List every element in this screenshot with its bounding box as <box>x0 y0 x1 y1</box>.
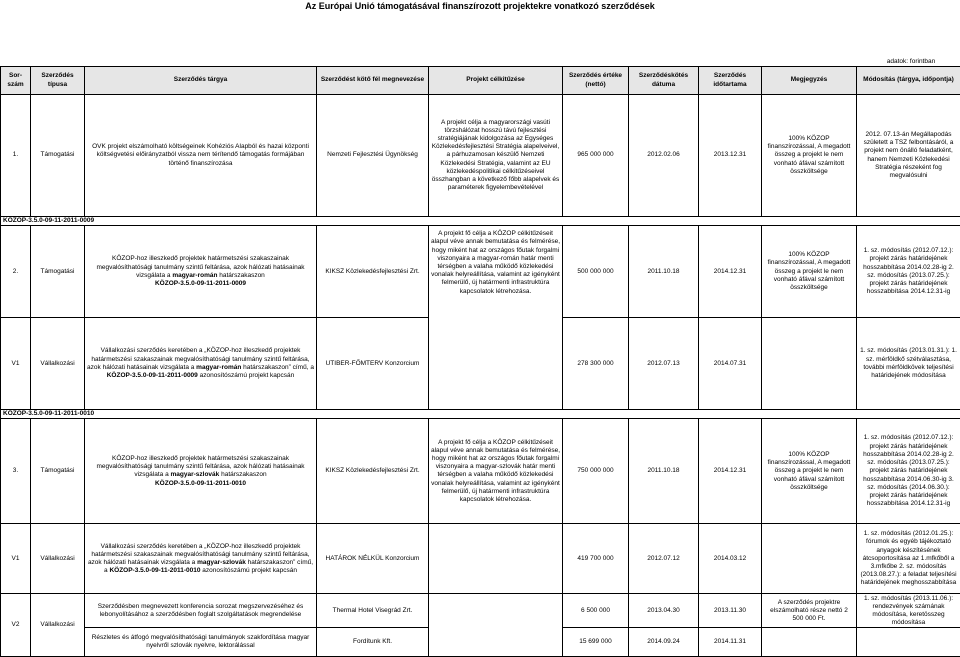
modification: 1. sz. módosítás (2013.01.31.): 1. sz. mérföldkő szétválasztása, további mérföldkövek teljesítési határidejének módosítása <box>857 318 960 410</box>
header-tipus: Szerződés típusa <box>31 67 85 95</box>
contract-date: 2012.07.12 <box>629 524 699 594</box>
subject-text-end: határszakaszon <box>219 471 266 478</box>
subject-project-code: KÖZOP-3.5.0-09-11-2011-0010 <box>109 567 200 574</box>
row-number: V2 <box>1 594 31 657</box>
contract-date: 2012.02.06 <box>629 95 699 217</box>
contracts-table <box>0 66 960 657</box>
table-row <box>1 594 960 628</box>
subject-text: KÖZOP-hoz illeszkedő projektek határmetszési szakaszainak megvalósíthatósági tanulmány szintű feltárása, azok hálózati hatásainak vizsgálata a <box>96 455 304 478</box>
contract-type: Vállalkozási <box>31 318 85 410</box>
header-fel: Szerződést kötő fél megnevezése <box>317 67 429 95</box>
contract-subject: Részletes és átfogó megvalósíthatósági tanulmányok szakfordítása magyar nyelvről szlovák nyelvre, lektorálással <box>85 628 317 657</box>
remark: 100% KÖZOP finanszírozással, A megadott összeg a projekt le nem vonható áfával számított összköltsége <box>762 95 857 217</box>
subject-project-code: KÖZOP-3.5.0-09-11-2011-0009 <box>155 280 246 287</box>
contract-subject <box>85 226 317 318</box>
subject-project-code: KÖZOP-3.5.0-09-11-2011-0009 <box>107 372 198 379</box>
contract-subject <box>85 419 317 524</box>
header-megjegyzes: Megjegyzés <box>762 67 857 95</box>
contract-subject <box>85 524 317 594</box>
contract-date: 2014.09.24 <box>629 628 699 657</box>
section-separator <box>1 410 960 419</box>
remark <box>762 524 857 594</box>
contract-duration: 2013.12.31 <box>699 95 762 217</box>
table-row <box>1 95 960 217</box>
page-title: Az Európai Unió támogatásával finanszírozott projektekre vonatkozó szerződések <box>0 0 960 12</box>
row-number: V1 <box>1 318 31 410</box>
project-objective <box>429 524 563 594</box>
contract-date: 2013.04.30 <box>629 594 699 628</box>
contract-duration: 2013.11.30 <box>699 594 762 628</box>
header-datum: Szerződéskötés dátuma <box>629 67 699 95</box>
contract-value: 965 000 000 <box>563 95 629 217</box>
contract-duration: 2014.12.31 <box>699 419 762 524</box>
table-row <box>1 226 960 318</box>
contract-value: 6 500 000 <box>563 594 629 628</box>
contracting-party: HATÁROK NÉLKÜL Konzorcium <box>317 524 429 594</box>
contracting-party: Fordítunk Kft. <box>317 628 429 657</box>
project-code-label: KÖZOP-3.5.0-09-11-2011-0010 <box>1 410 960 419</box>
project-objective: A projekt fő célja a KÖZOP célkitűzéseit alapul véve annak bemutatása és felmérése, hogy miként hat az országos főutak forgalmi viszonyaira a magyar-szlovák határ menti térségben a valaha működő közlekedési vonalak helyreállítása, valamint az igényként felmerülő, új határmenti infrastruktúra kapcsolatok létrehozása. <box>429 419 563 524</box>
subject-text: Vállalkozási szerződés keretében a „KÖZOP-hoz illeszkedő projektek határmetszési szakaszainak megvalósíthatósági tanulmány szintű feltárása, azok hálózati hatásainak vizsgálata a <box>87 347 310 370</box>
header-targy: Szerződés tárgya <box>85 67 317 95</box>
unit-note: adatok: forintban <box>862 58 960 66</box>
section-separator <box>1 217 960 226</box>
remark <box>762 318 857 410</box>
table-row <box>1 524 960 594</box>
project-objective <box>429 594 563 657</box>
contract-value: 278 300 000 <box>563 318 629 410</box>
header-ertek: Szerződés értéke (nettó) <box>563 67 629 95</box>
subject-text: Vállalkozási szerződés keretében a „KÖZOP-hoz illeszkedő projektek határmetszési szakaszainak megvalósíthatósági tanulmány szintű feltárása, azok hálózati hatásainak vizsgálata a <box>88 543 310 566</box>
contracting-party: Nemzeti Fejlesztési Ügynökség <box>317 95 429 217</box>
header-idotartam: Szerződés időtartama <box>699 67 762 95</box>
contract-date: 2011.10.18 <box>629 419 699 524</box>
remark: 100% KÖZOP finanszírozással, A megadott összeg a projekt le nem vonható áfával számított összköltsége <box>762 226 857 318</box>
contract-date: 2012.07.13 <box>629 318 699 410</box>
modification: 1. sz. módosítás (2012.07.12.): projekt zárás határidejének hosszabbítása 2014.02.28-ig 2. sz. módosítás (2013.07.25.): projekt zárás határidejének hosszabbítása 2014.06.30-ig 3. sz. módosítás (2014.06.30.): projekt zárás határidejének hosszabbítása 2014.12.31-ig <box>857 419 960 524</box>
modification: 1. sz. módosítás (2012.07.12.): projekt zárás határidejének hosszabbítása 2014.02.28-ig 2. sz. módosítás (2013.07.25.): projekt zárás határidejének hosszabbítása 2014.12.31-ig <box>857 226 960 318</box>
contract-value: 419 700 000 <box>563 524 629 594</box>
remark: 100% KÖZOP finanszírozással, A megadott összeg a projekt le nem vonható áfával számított összköltsége <box>762 419 857 524</box>
modification: 1. sz. módosítás (2012.01.25.): fórumok és egyéb tájékoztató anyagok készítésének átcsoportosítása az 1.mfkőből a 3.mfkőbe 2. sz. módosítás (2013.08.27.): a feladat teljesítési határidejének meghosszabbítása <box>857 524 960 594</box>
contract-value: 750 000 000 <box>563 419 629 524</box>
contracting-party: KIKSZ Közlekedésfejlesztési Zrt. <box>317 419 429 524</box>
header-sorszam: Sor-szám <box>1 67 31 95</box>
contract-value: 500 000 000 <box>563 226 629 318</box>
remark: A szerződés projektre elszámolható része nettó 2 500 000 Ft. <box>762 594 857 628</box>
header-cel: Projekt célkitűzése <box>429 67 563 95</box>
subject-border: magyar-román <box>172 272 217 279</box>
contracting-party: KIKSZ Közlekedésfejlesztési Zrt. <box>317 226 429 318</box>
subject-text-mid: határszakaszon” című, a <box>104 559 313 574</box>
row-number: 1. <box>1 95 31 217</box>
contract-subject <box>85 318 317 410</box>
contract-duration: 2014.07.31 <box>699 318 762 410</box>
contract-type: Támogatási <box>31 95 85 217</box>
project-objective: A projekt célja a magyarországi vasúti törzshálózat hosszú távú fejlesztési stratégiájának kidolgozása az Egységes Közlekedésfejlesztési Stratégia alapelveivel, a párhuzamosan készülő Nemzeti Közlekedési Stratégia, valamint az EU közlekedéspolitikai célkitűzéseivel összhangban a következő főbb alapelvek és paraméterek figyelembevételével <box>429 95 563 217</box>
row-number: V1 <box>1 524 31 594</box>
contract-type: Támogatási <box>31 419 85 524</box>
contract-duration: 2014.11.31 <box>699 628 762 657</box>
modification: 1. sz. módosítás (2013.11.06.): rendezvények számának módosítása, keretösszeg módosítása <box>857 594 960 628</box>
contract-duration: 2014.03.12 <box>699 524 762 594</box>
contract-value: 15 699 000 <box>563 628 629 657</box>
contract-type: Vállalkozási <box>31 594 85 657</box>
subject-border: magyar-szlovák <box>197 559 246 566</box>
subject-border: magyar-szlovák <box>171 471 220 478</box>
subject-text-end: határszakaszon <box>217 272 264 279</box>
subject-text: KÖZOP-hoz illeszkedő projektek határmetszési szakaszainak megvalósíthatósági tanulmány szintű feltárása, azok hálózati hatásainak vizsgálata a <box>96 255 304 278</box>
subject-text-mid: határszakaszon” című, a <box>241 364 314 371</box>
contract-type: Vállalkozási <box>31 524 85 594</box>
contracting-party: Thermal Hotel Visegrád Zrt. <box>317 594 429 628</box>
contracting-party: UTIBER-FŐMTERV Konzorcium <box>317 318 429 410</box>
modification <box>857 628 960 657</box>
row-number: 3. <box>1 419 31 524</box>
header-modositas: Módosítás (tárgya, időpontja) <box>857 67 960 95</box>
remark <box>762 628 857 657</box>
contract-subject: OVK projekt elszámolható költségeinek Kohéziós Alapból és hazai központi költségvetési előirányzatból vissza nem térítendő támogatás formájában történő finanszírozása <box>85 95 317 217</box>
modification: 2012. 07.13-án Megállapodás született a TSZ felbontásáról, a projekt nem önálló feladatként, hanem Nemzeti Közlekedési Stratégia részeként fog megvalósulni <box>857 95 960 217</box>
contract-type: Támogatási <box>31 226 85 318</box>
subject-border: magyar-román <box>196 364 241 371</box>
table-row <box>1 419 960 524</box>
table-header-row <box>1 67 960 95</box>
contract-date: 2011.10.18 <box>629 226 699 318</box>
row-number: 2. <box>1 226 31 318</box>
subject-project-code: KÖZOP-3.5.0-09-11-2011-0010 <box>155 480 246 487</box>
project-objective: A projekt fő célja a KÖZOP célkitűzéseit alapul véve annak bemutatása és felmérése, hogy miként hat az országos főutak forgalmi viszonyaira a magyar-román határ menti térségben a valaha működő közlekedési vonalak helyreállítása, valamint az igényként felmerülő, új határmenti infrastruktúra kapcsolatok létrehozása. <box>429 226 563 410</box>
contract-duration: 2014.12.31 <box>699 226 762 318</box>
subject-text-end: azonosítószámú projekt kapcsán <box>201 567 297 574</box>
subject-text-end: azonosítószámú projekt kapcsán <box>198 372 294 379</box>
contract-subject: Szerződésben megnevezett konferencia sorozat megszervezéséhez és lebonyolításához a szerződésben foglalt szolgáltatások megrendelése <box>85 594 317 628</box>
project-code-label: KÖZOP-3.5.0-09-11-2011-0009 <box>1 217 960 226</box>
